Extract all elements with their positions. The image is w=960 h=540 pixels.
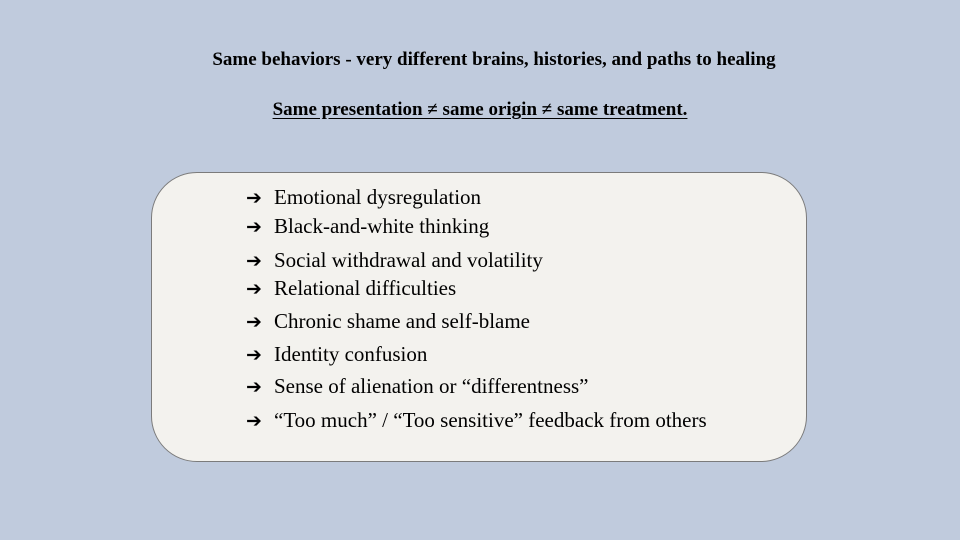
- bullet-text: “Too much” / “Too sensitive” feedback from others: [274, 408, 707, 432]
- bullet-item: [246, 308, 530, 335]
- right-arrow-icon: ➔: [246, 344, 262, 366]
- bullet-text: Social withdrawal and volatility: [274, 248, 543, 272]
- bullet-text: Emotional dysregulation: [274, 185, 482, 209]
- slide-subtitle: Same presentation ≠ same origin ≠ same treatment.: [272, 99, 688, 120]
- bullet-item: [246, 341, 427, 368]
- right-arrow-icon: ➔: [246, 250, 262, 272]
- bullet-item: [246, 213, 489, 240]
- right-arrow-icon: ➔: [246, 311, 262, 333]
- right-arrow-icon: ➔: [246, 216, 262, 238]
- right-arrow-icon: ➔: [246, 376, 262, 398]
- bullet-item: [246, 247, 543, 274]
- right-arrow-icon: ➔: [246, 410, 262, 432]
- bullet-text: Sense of alienation or “differentness”: [274, 374, 589, 398]
- bullet-item: [246, 373, 589, 400]
- bullet-item: [246, 184, 481, 211]
- bullet-item: [246, 275, 456, 302]
- bullet-text: Chronic shame and self-blame: [274, 309, 530, 333]
- slide-title: Same behaviors - very different brains, histories, and paths to healing: [212, 49, 776, 70]
- bullet-text: Black-and-white thinking: [274, 214, 490, 238]
- bullet-item: [246, 407, 707, 434]
- right-arrow-icon: ➔: [246, 278, 262, 300]
- right-arrow-icon: ➔: [246, 187, 262, 209]
- bullet-text: Relational difficulties: [274, 276, 457, 300]
- bullet-text: Identity confusion: [274, 342, 428, 366]
